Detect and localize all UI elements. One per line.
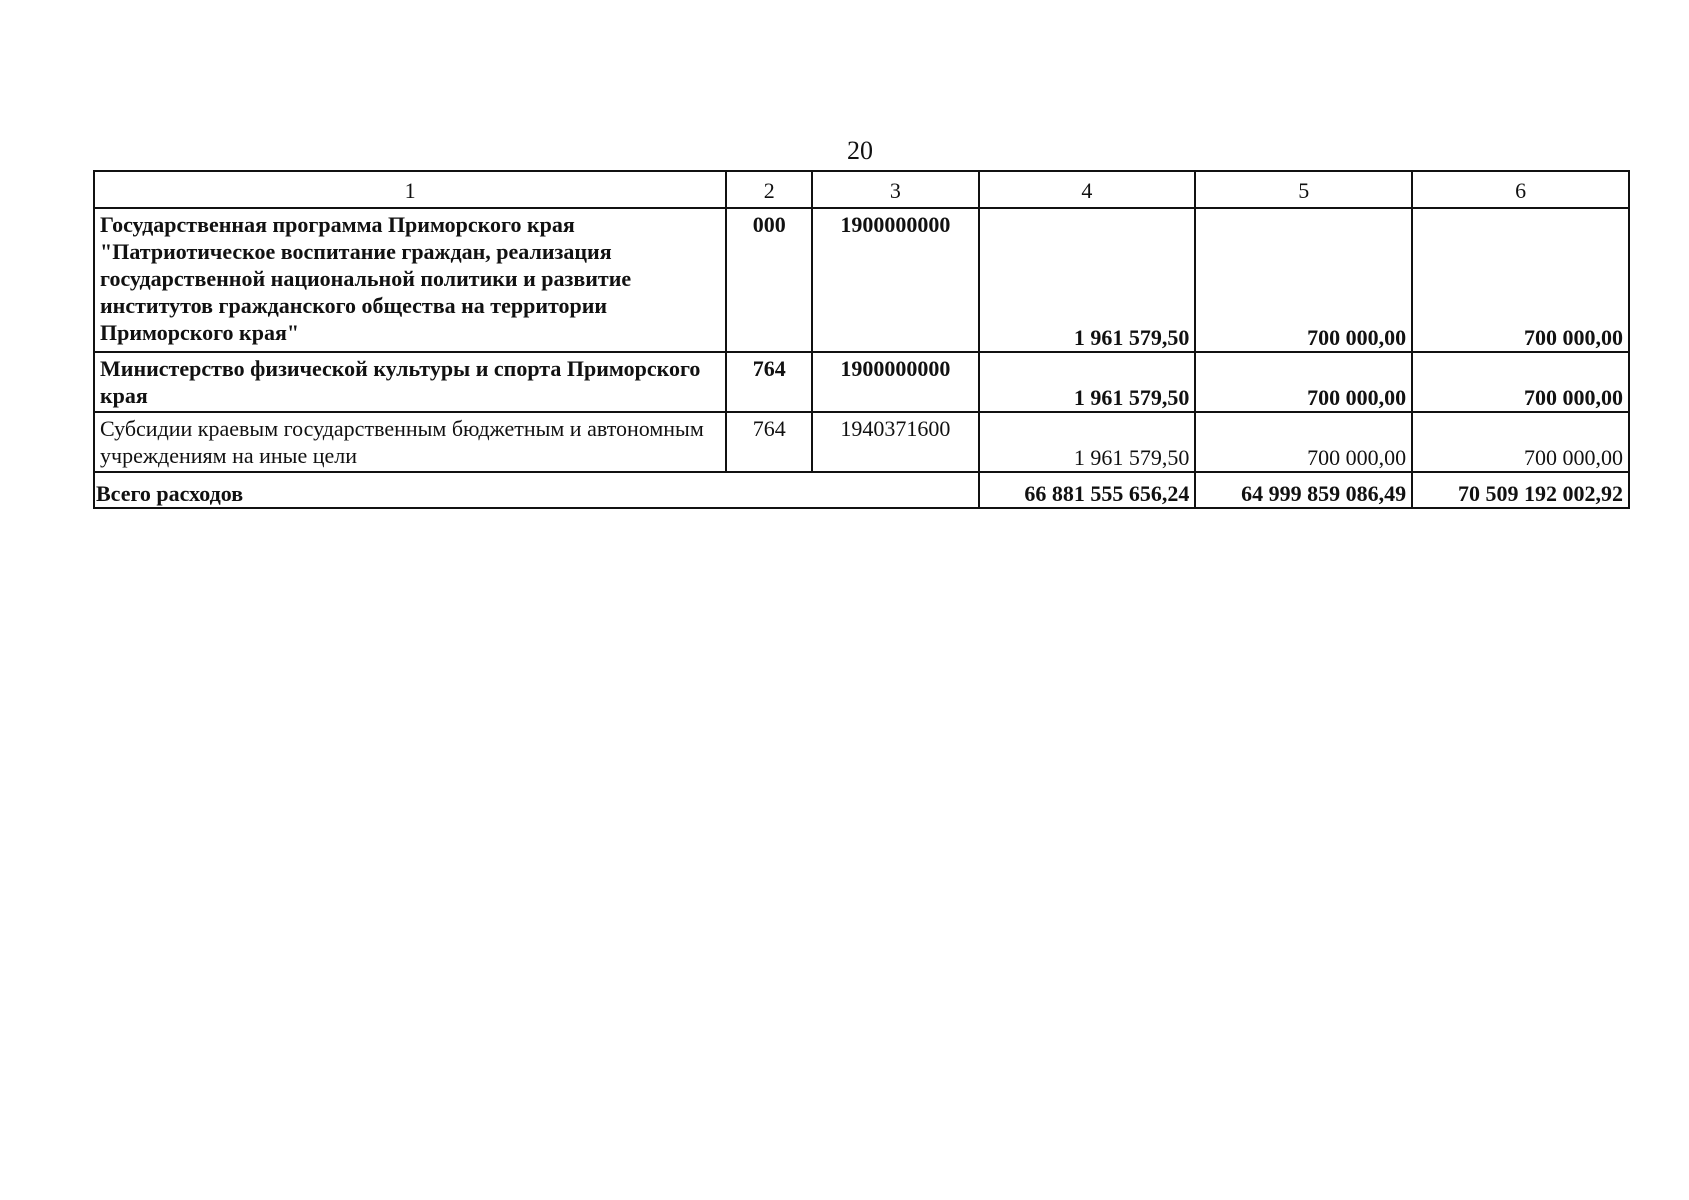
row-value-5: 700 000,00 [1195,208,1412,352]
row-value-4: 1 961 579,50 [979,352,1196,412]
row-code: 000 [726,208,812,352]
row-code: 764 [726,412,812,472]
row-value-6: 700 000,00 [1412,352,1629,412]
column-number: 5 [1195,171,1412,208]
budget-table [93,170,1630,509]
row-target-code: 1900000000 [812,352,978,412]
table-row [94,352,1629,412]
table-row [94,412,1629,472]
row-value-6: 700 000,00 [1412,412,1629,472]
row-value-5: 700 000,00 [1195,412,1412,472]
row-value-6: 700 000,00 [1412,208,1629,352]
column-number: 6 [1412,171,1629,208]
total-row [94,472,1629,508]
column-number: 4 [979,171,1196,208]
row-value-4: 1 961 579,50 [979,208,1196,352]
page-number: 20 [847,136,873,165]
total-value-6: 70 509 192 002,92 [1412,472,1629,508]
table-row [94,208,1629,352]
total-value-4: 66 881 555 656,24 [979,472,1196,508]
row-value-5: 700 000,00 [1195,352,1412,412]
total-label: Всего расходов [94,472,979,508]
row-target-code: 1940371600 [812,412,978,472]
column-number: 1 [94,171,726,208]
row-name: Государственная программа Приморского края "Патриотическое воспитание граждан, реализация государственной национальной политики и развитие институтов гражданского общества на территории Приморского края" [94,208,726,352]
column-number: 2 [726,171,812,208]
row-name: Министерство физической культуры и спорта Приморского края [94,352,726,412]
row-value-4: 1 961 579,50 [979,412,1196,472]
column-number-row [94,171,1629,208]
row-target-code: 1900000000 [812,208,978,352]
row-name: Субсидии краевым государственным бюджетным и автономным учреждениям на иные цели [94,412,726,472]
row-code: 764 [726,352,812,412]
total-value-5: 64 999 859 086,49 [1195,472,1412,508]
column-number: 3 [812,171,978,208]
